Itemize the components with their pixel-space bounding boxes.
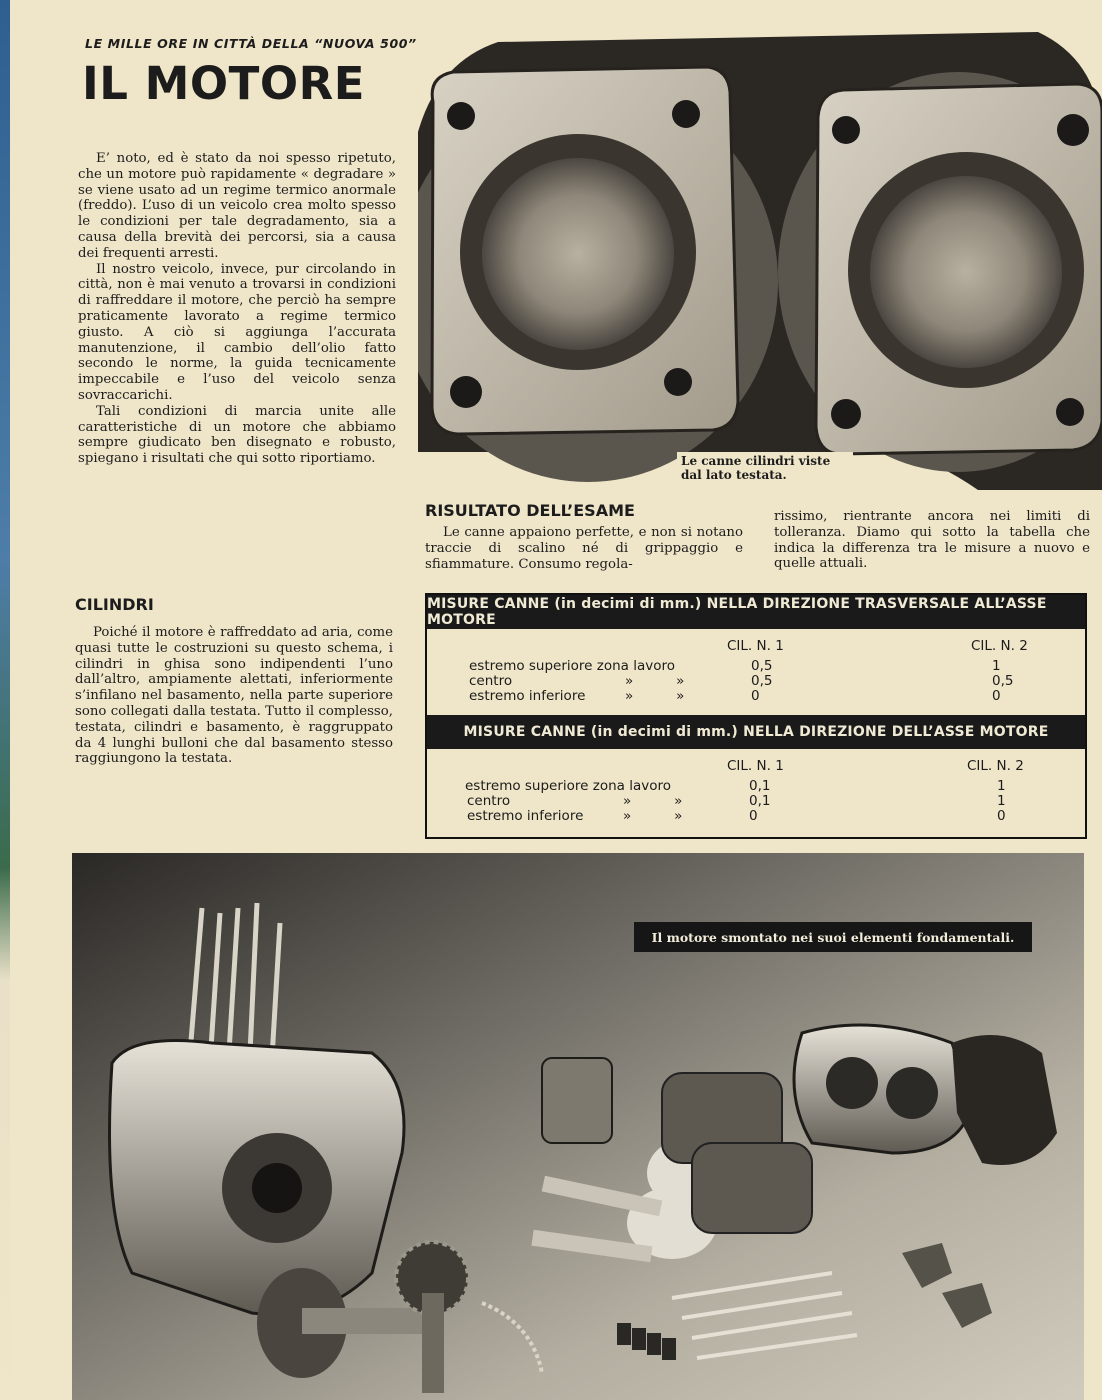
ditto-mark: » »	[625, 688, 685, 704]
table-title-axial: MISURE CANNE (in decimi di mm.) NELLA DIREZIONE DELL’ASSE MOTORE	[427, 715, 1085, 749]
cilindri-heading: CILINDRI	[75, 595, 154, 614]
cell-value: 0,5	[992, 673, 1014, 689]
cell-value: 0,1	[749, 793, 771, 809]
row-label: estremo inferiore	[469, 688, 586, 704]
row-label: centro	[467, 793, 511, 809]
cylinder-liners-photo	[418, 22, 1102, 490]
row-label: estremo superiore zona lavoro	[469, 658, 676, 674]
ditto-mark: » »	[625, 673, 685, 689]
left-edge-strip	[0, 0, 10, 1400]
row-label: centro	[469, 673, 513, 689]
cell-value: 0,5	[751, 658, 773, 674]
measurements-table	[425, 593, 1087, 839]
column-header-cil2: CIL. N. 2	[967, 758, 1024, 774]
cylinder-liners-illustration	[418, 22, 1102, 490]
row-label: estremo superiore zona lavoro	[465, 778, 672, 794]
risultato-heading: RISULTATO DELL’ESAME	[425, 501, 635, 520]
cilindri-paragraph: Poiché il motore è raffreddato ad aria, come quasi tutte le costruzioni su questo schema, i cilindri in ghisa sono indipendenti l’uno dall’altro, ampiamente alettati, inferiormente s’infilano nel basamento, nella parte superiore sono collegati dalla testata. Tutto il complesso, testata, cilindri e basamento, è raggruppato da 4 lunghi bulloni che dal basamento stesso raggiungono la testata.	[75, 625, 393, 767]
risultato-paragraph: Le canne appaiono perfette, e non si notano traccie di scalino né di grippaggio e sfiammature. Consumo regola-	[425, 525, 743, 572]
risultato-column-1	[425, 525, 743, 572]
column-header-cil1: CIL. N. 1	[727, 638, 784, 654]
cell-value: 0	[992, 688, 1001, 704]
intro-paragraph: E’ noto, ed è stato da noi spesso ripetuto, che un motore può rapidamente « degradare » se viene usato ad un regime termico anormale (freddo). L’uso di un veicolo crea molto spesso le condizioni per tale degradamento, sia a causa della brevità dei percorsi, sia a causa dei frequenti arresti.	[78, 151, 396, 261]
page-title: IL MOTORE	[82, 57, 365, 110]
intro-paragraph: Tali condizioni di marcia unite alle caratteristiche di un motore che abbiamo sempre giudicato ben disegnato e robusto, spiegano i risultati che qui sotto riportiamo.	[78, 403, 396, 467]
column-header-cil1: CIL. N. 1	[727, 758, 784, 774]
cell-value: 0,5	[751, 673, 773, 689]
row-label: estremo inferiore	[467, 808, 584, 824]
cell-value: 1	[997, 793, 1006, 809]
intro-paragraph: Il nostro veicolo, invece, pur circolando in città, non è mai venuto a trovarsi in condizioni di raffreddare il motore, che perciò ha sempre praticamente lavorato a regime termico giusto. A ciò si aggiunga l’accurata manutenzione, il cambio dell’olio fatto secondo le norme, la guida tecnicamente impeccabile e l’uso del veicolo senza sovraccarichi.	[78, 261, 396, 403]
kicker: LE MILLE ORE IN CITTÀ DELLA “NUOVA 500”	[85, 36, 417, 51]
column-header-cil2: CIL. N. 2	[971, 638, 1028, 654]
table-body-transversal	[427, 629, 1085, 715]
ditto-mark: » »	[623, 793, 683, 809]
cell-value: 0,1	[749, 778, 771, 794]
liners-photo-caption: Le canne cilindri viste dal lato testata.	[677, 452, 853, 484]
cilindri-text	[75, 625, 393, 767]
cell-value: 1	[992, 658, 1001, 674]
cell-value: 0	[749, 808, 758, 824]
risultato-column-2	[774, 509, 1090, 572]
risultato-paragraph-cont: rissimo, rientrante ancora nei limiti di tolleranza. Diamo qui sotto la tabella che indica la differenza tra le misure a nuovo e quelle attuali.	[774, 509, 1090, 572]
table-title-transversal: MISURE CANNE (in decimi di mm.) NELLA DIREZIONE TRASVERSALE ALL’ASSE MOTORE	[427, 595, 1085, 629]
table-body-axial	[427, 749, 1085, 835]
engine-photo-caption: Il motore smontato nei suoi elementi fondamentali.	[634, 922, 1032, 952]
cell-value: 1	[997, 778, 1006, 794]
cell-value: 0	[751, 688, 760, 704]
ditto-mark: » »	[623, 808, 683, 824]
intro-text	[78, 151, 396, 467]
cell-value: 0	[997, 808, 1006, 824]
